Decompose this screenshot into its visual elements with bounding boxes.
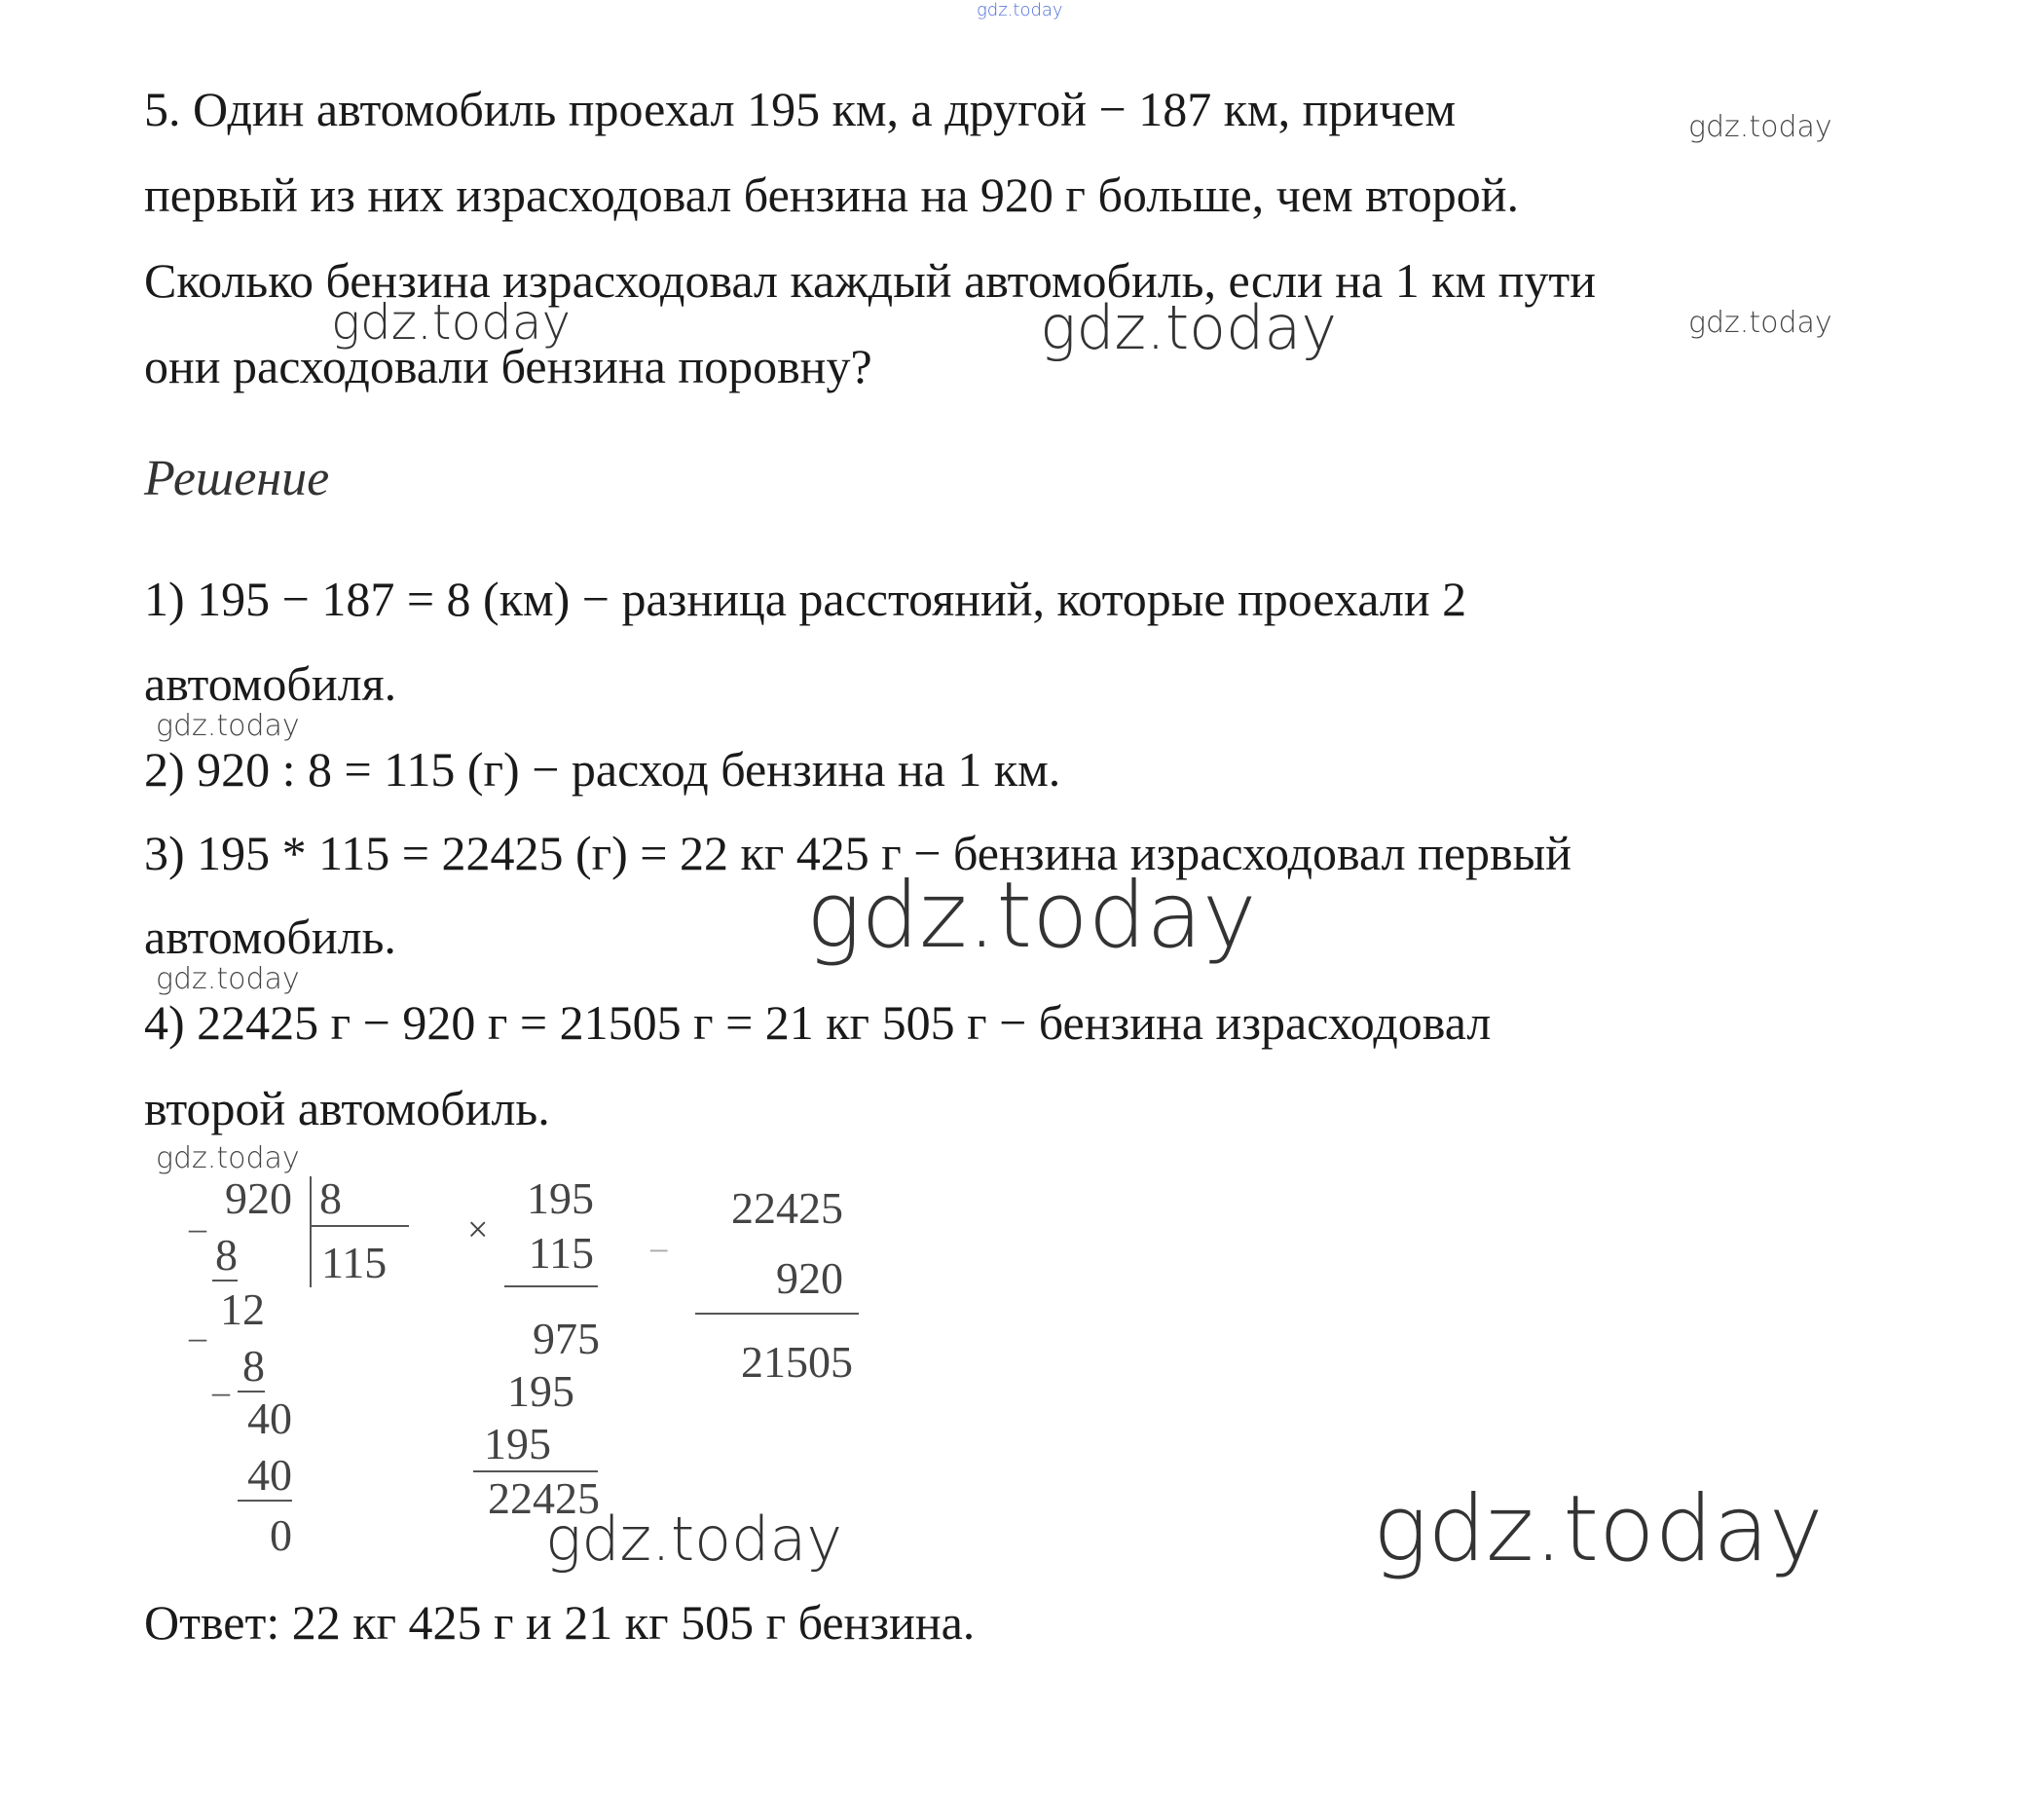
- watermark: gdz.today: [545, 1504, 843, 1575]
- problem-line-3: Сколько бензина израсходовал каждый автомобиль, если на 1 км пути: [144, 253, 1597, 308]
- watermark: gdz.today: [156, 962, 300, 996]
- division-row: 12: [220, 1284, 265, 1334]
- step-1-line-1: 1) 195 − 187 = 8 (км) − разница расстояний, которые проехали 2: [144, 572, 1467, 626]
- division-row: 40: [247, 1393, 292, 1443]
- division-row: 8: [215, 1230, 238, 1280]
- division-divisor-line: [310, 1225, 409, 1227]
- watermark: gdz.today: [156, 1141, 300, 1175]
- division-quotient: 115: [321, 1238, 388, 1287]
- watermark: gdz.today: [156, 709, 300, 743]
- answer: Ответ: 22 кг 425 г и 21 кг 505 г бензина.: [144, 1595, 976, 1650]
- problem-line-4: они расходовали бензина поровну?: [144, 339, 872, 393]
- multiplication-partial: 195: [484, 1419, 551, 1468]
- step-1-line-2: автомобиля.: [144, 656, 397, 711]
- multiplication-sign: ×: [467, 1209, 489, 1250]
- subtraction-sign: −: [648, 1231, 670, 1272]
- problem-line-2: первый из них израсходовал бензина на 920 г больше, чем второй.: [144, 167, 1519, 222]
- multiplication-partial: 195: [507, 1366, 574, 1416]
- step-2: 2) 920 : 8 = 115 (г) − расход бензина на 1 км.: [144, 742, 1061, 797]
- problem-line-1: 5. Один автомобиль проехал 195 км, а другой − 187 км, причем: [144, 82, 1457, 136]
- division-dividend: 920: [225, 1173, 292, 1223]
- division-row: 8: [242, 1341, 265, 1391]
- division-vertical-line: [310, 1176, 312, 1287]
- watermark: gdz.today: [806, 863, 1257, 969]
- watermark: gdz.today: [331, 294, 572, 351]
- solution-title: Решение: [144, 451, 330, 506]
- division-row: 0: [270, 1510, 292, 1560]
- watermark: gdz.today: [1688, 306, 1832, 340]
- multiplication-partial: 975: [533, 1314, 600, 1363]
- step-3-line-1: 3) 195 * 115 = 22425 (г) = 22 кг 425 г − бензина израсходовал первый: [144, 826, 1571, 880]
- multiplication-result: 22425: [488, 1473, 600, 1523]
- watermark: gdz.today: [1688, 110, 1832, 144]
- subtraction-operand-b: 920: [776, 1253, 843, 1303]
- watermark: gdz.today: [1040, 292, 1338, 363]
- watermark-top: gdz.today: [977, 0, 1063, 20]
- step-4-line-2: второй автомобиль.: [144, 1081, 550, 1135]
- step-3-line-2: автомобиль.: [144, 910, 396, 964]
- multiplication-operand-a: 195: [527, 1173, 594, 1223]
- step-4-line-1: 4) 22425 г − 920 г = 21505 г = 21 кг 505 г − бензина израсходовал: [144, 995, 1492, 1050]
- division-row: 40: [247, 1450, 292, 1500]
- subtraction-operand-a: 22425: [731, 1183, 843, 1233]
- division-divisor: 8: [319, 1173, 342, 1223]
- multiplication-operand-b: 115: [528, 1228, 594, 1278]
- subtraction-result: 21505: [741, 1337, 853, 1387]
- watermark: gdz.today: [1373, 1476, 1824, 1582]
